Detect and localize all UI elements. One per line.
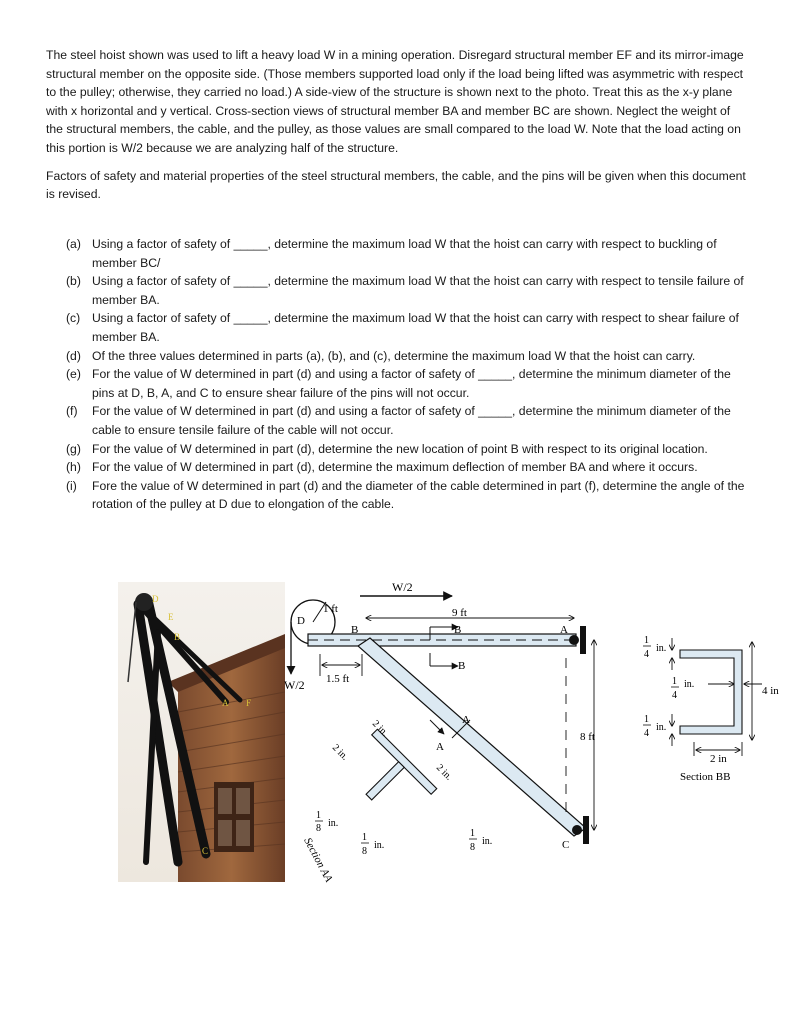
section-bb [680, 650, 742, 734]
question-text: Using a factor of safety of _____, determine the maximum load W that the hoist can carry with respect to buckling of member BC/ [92, 237, 717, 270]
question-text: For the value of W determined in part (d) and using a factor of safety of _____, determine the minimum diameter of the cable to ensure tensile failure of the cable will not occur. [92, 404, 731, 437]
question-label: (b) [66, 274, 81, 289]
section-aa-t-num: 1 [316, 810, 321, 821]
section-aa [339, 729, 437, 827]
section-a-mark-bottom: A [436, 741, 444, 753]
question-label: (e) [66, 367, 81, 382]
question-label: (g) [66, 441, 81, 456]
section-bb-top-num: 1 [644, 635, 649, 646]
section-b-mark-bottom: B [458, 660, 466, 672]
section-aa-t3-den: 8 [470, 842, 475, 853]
structure-diagram [0, 578, 791, 898]
support-a [580, 626, 586, 654]
question-item [66, 272, 746, 309]
section-bb-bot-num: 1 [644, 714, 649, 725]
question-text: Of the three values determined in parts (a), (b), and (c), determine the maximum load W that the hoist can carry. [92, 348, 696, 363]
pin-c [572, 825, 582, 835]
section-b-mark-top: B [454, 624, 462, 636]
intro-paragraph-2: Factors of safety and material properties of the steel structural members, the cable, and the pins will be given when this document is revised. [46, 168, 746, 202]
photo-label-d: D [152, 594, 159, 604]
dim-horizontal-label: 9 ft [452, 607, 467, 619]
photo-label-f: F [246, 698, 252, 708]
member-bc [358, 638, 586, 836]
question-label: (f) [66, 404, 78, 419]
section-bb-web-unit: in. [684, 679, 695, 690]
section-aa-t-den: 8 [316, 823, 321, 834]
section-bb-title: Section BB [680, 771, 731, 783]
question-label: (c) [66, 311, 81, 326]
question-text: For the value of W determined in part (d), determine the maximum deflection of member BA and where it occurs. [92, 460, 698, 475]
figure [0, 578, 791, 898]
question-item [66, 309, 746, 346]
question-label: (d) [66, 348, 81, 363]
section-bb-web-den: 4 [672, 690, 677, 701]
section-aa-t2-unit: in. [374, 840, 385, 851]
dim-offset-label: 1.5 ft [326, 673, 350, 685]
question-item [66, 458, 746, 477]
section-aa-t3-num: 1 [470, 828, 475, 839]
section-bb-flange: 2 in [710, 753, 727, 765]
section-a-mark-top: A [462, 714, 470, 726]
point-b-label: B [351, 624, 359, 636]
photo-label-e: E [168, 612, 174, 622]
support-c [583, 816, 589, 844]
section-aa-width-b: 2 in. [433, 762, 455, 783]
top-load-label: W/2 [392, 580, 413, 594]
question-text: For the value of W determined in part (d), determine the new location of point B with respect to its original location. [92, 441, 708, 456]
pulley-radius-label: 1 ft [323, 603, 338, 615]
section-aa-width-c: 2 in. [329, 742, 351, 763]
section-aa-width-a: 2 in. [369, 718, 391, 739]
question-item [66, 365, 746, 402]
point-c-label: C [562, 839, 570, 851]
question-item [66, 347, 746, 366]
question-label: (a) [66, 237, 81, 251]
section-aa-t-unit: in. [328, 818, 339, 829]
question-text: Using a factor of safety of _____, determine the maximum load W that the hoist can carry with respect to tensile failure of member BA. [92, 274, 744, 307]
intro-paragraph-1: The steel hoist shown was used to lift a heavy load W in a mining operation. Disregard structural member EF and its mirror-image structural member on the opposite side. (Those members supported load only if the load being lifted was asymmetric with respect to the pulley; otherwise, they carried no load.) A side-view of the structure is shown next to the photo. Treat this as the x-y plane with x horizontal and y vertical. Cross-section views of structural member BA and member BC are shown. Neglect the weight of the structural members, the cable, and the pulley, as those values are small compared to the load W. Note that the load acting on this portion is W/2 because we are analyzing half of the structure. [46, 48, 744, 155]
section-aa-t2-num: 1 [362, 832, 367, 843]
question-item [66, 402, 746, 439]
point-d-label: D [297, 615, 305, 627]
point-a-label: A [560, 624, 568, 636]
question-text: For the value of W determined in part (d) and using a factor of safety of _____, determine the minimum diameter of the pins at D, B, A, and C to ensure shear failure of the pins will not occur. [92, 367, 731, 400]
question-text: Fore the value of W determined in part (d) and the diameter of the cable determined in part (f), determine the angle of the rotation of the pulley at D due to elongation of the cable. [92, 478, 745, 512]
question-item [66, 440, 746, 459]
question-text: Using a factor of safety of _____, determine the maximum load W that the hoist can carry with respect to shear failure of member BA. [92, 311, 739, 344]
question-list [66, 235, 746, 514]
photo-label-a: A [222, 698, 229, 708]
left-load-label: W/2 [284, 678, 305, 692]
section-bb-bot-den: 4 [644, 728, 649, 739]
question-label: (i) [66, 478, 77, 493]
section-bb-bot-unit: in. [656, 722, 667, 733]
problem-statement [46, 46, 746, 213]
section-aa-title: Section AA [301, 835, 335, 885]
section-bb-depth: 4 in [762, 685, 779, 697]
photo-label-b: B [174, 632, 181, 642]
question-item [66, 235, 746, 272]
section-bb-top-den: 4 [644, 649, 649, 660]
pin-a [569, 635, 579, 645]
section-aa-t2-den: 8 [362, 846, 367, 857]
question-item [66, 477, 746, 514]
section-bb-top-unit: in. [656, 643, 667, 654]
section-bb-web-num: 1 [672, 676, 677, 687]
photo-label-c: C [202, 846, 209, 856]
section-aa-t3-unit: in. [482, 836, 493, 847]
question-label: (h) [66, 460, 81, 475]
dim-vertical-label: 8 ft [580, 731, 595, 743]
